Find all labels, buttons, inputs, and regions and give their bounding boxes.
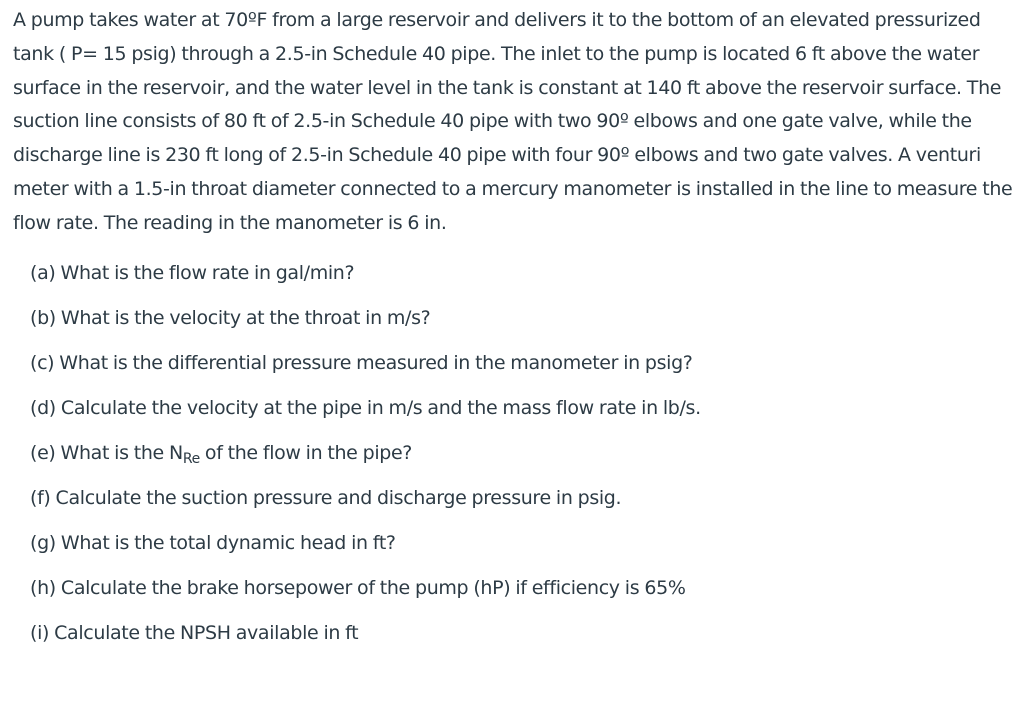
question-g: (g) What is the total dynamic head in ft?: [30, 531, 396, 554]
question-b: (b) What is the velocity at the throat in m/s?: [30, 306, 431, 329]
question-h: (h) Calculate the brake horsepower of the pump (hP) if efficiency is 65%: [30, 576, 686, 599]
question-e: [30, 437, 1016, 482]
question-c: (c) What is the differential pressure measured in the manometer in psig?: [30, 351, 693, 374]
question-f: (f) Calculate the suction pressure and discharge pressure in psig.: [30, 486, 622, 509]
question-d: (d) Calculate the velocity at the pipe in m/s and the mass flow rate in lb/s.: [30, 396, 701, 419]
problem-statement: A pump takes water at 70ºF from a large reservoir and delivers it to the bottom of an elevated pressurized tank ( P= 15 psig) through a 2.5-in Schedule 40 pipe. The inlet to the pump is located 6 ft above the water surface in the reservoir, and the water level in the tank is constant at 140 ft above the reservoir surface. The suction line consists of 80 ft of 2.5-in Schedule 40 pipe with two 90º elbows and one gate valve, while the discharge line is 230 ft long of 2.5-in Schedule 40 pipe with four 90º elbows and two gate valves. A venturi meter with a 1.5-in throat diameter connected to a mercury manometer is installed in the line to measure the flow rate. The reading in the manometer is 6 in.: [13, 9, 1013, 234]
question-i: (i) Calculate the NPSH available in ft: [30, 621, 359, 644]
question-list: [13, 257, 1016, 662]
question-e-prefix: (e) What is the N: [30, 441, 183, 464]
question-a: (a) What is the flow rate in gal/min?: [30, 261, 355, 284]
question-e-suffix: of the flow in the pipe?: [199, 441, 413, 464]
reynolds-subscript: Re: [182, 450, 200, 467]
